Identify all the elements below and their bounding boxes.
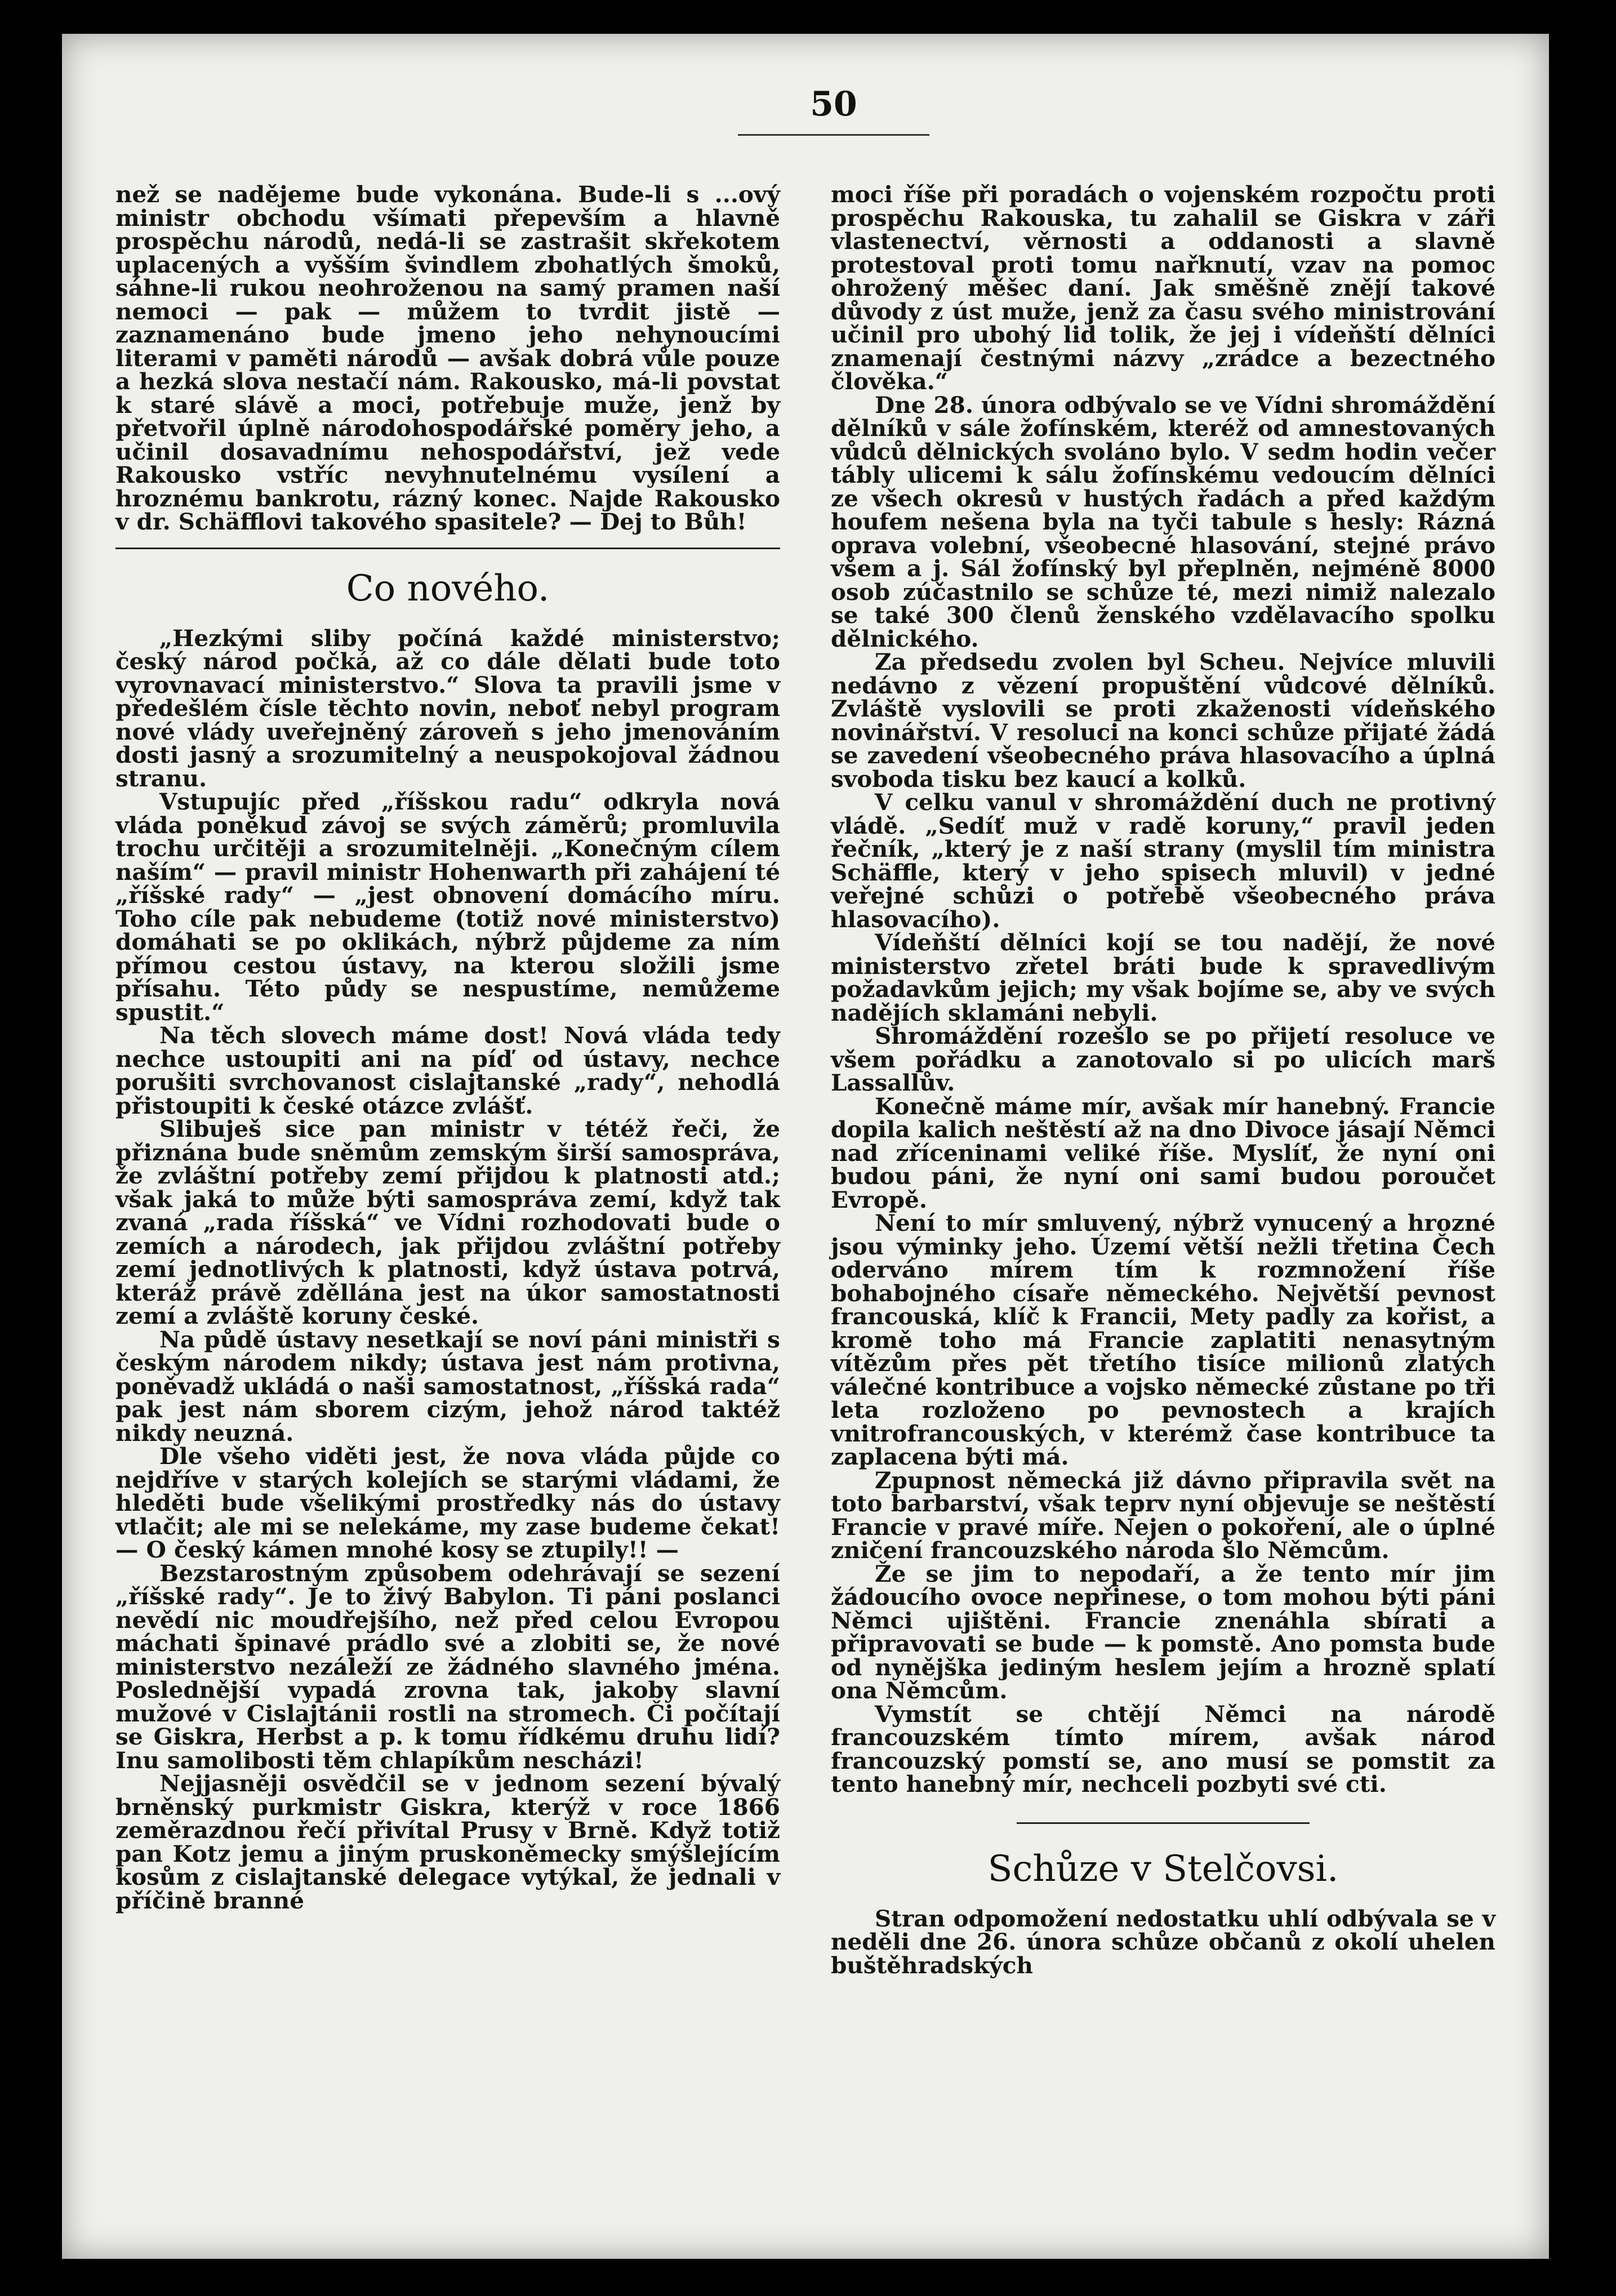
paragraph: Vstupujíc před „říšskou radu“ odkryla nová vláda poněkud závoj se svých záměrů; promluvila trochu určitěji a srozumitelněji. „Konečným cílem naším“ — pravil ministr Hohenwarth při zahájení té „říšské rady“ — „jest obnovení domácího míru. Toho cíle pak nebudeme (totiž nové ministerstvo) domáhati se po oklikách, nýbrž půjdeme za ním přímou cestou ústavy, na kterou složili jsme přísahu. Této půdy se nespustíme, nemůžeme spustit.“ (115, 788, 780, 1026)
paragraph: Nejjasněji osvědčil se v jednom sezení bývalý brněnský purkmistr Giskra, kterýž v roce 1866 zeměrazdnou řečí přivítal Prusy v Brně. Když totiž pan Kotz jemu a jiným pruskoněmecky smýšlejícím kosům z cislajtanské delegace vytýkal, že jednali v příčině branné (115, 1770, 780, 1914)
paragraph: Zpupnost německá již dávno připravila svět na toto barbarství, však teprv nyní objevuje se neštěstí Francie v pravé míře. Nejen o pokoření, ale o úplné zničení francouzského národa šlo Němcům. (831, 1466, 1495, 1564)
paragraph: „Hezkými sliby počíná každé ministerstvo; český národ počká, až co dále dělati bude toto vyrovnavací ministerstvo.“ Slova ta pravili jsme v předešlém čísle těchto novin, neboť nebyl program nové vlády uveřejněný zároveň s jeho jmenováním dosti jasný a srozumitelný a neuspokojoval žádnou stranu. (115, 624, 780, 792)
newspaper-page (62, 34, 1549, 2259)
paragraph: Konečně máme mír, avšak mír hanebný. Francie dopila kalich neštěstí až na dno Divoce jásají Němci nad zříceninami veliké říše. Myslíť, že nyní oni budou páni, že nyní oni sami budou poroučet Evropě. (831, 1092, 1495, 1213)
paragraph: Slibuješ sice pan ministr v tétéž řeči, že přiznána bude sněmům zemským širší samospráva, že zvláštní potřeby zemí přijdou k platnosti atd.; však jaká to může býti samospráva zemí, když tak zvaná „rada říšská“ ve Vídni rozhodovati bude o zemích a národech, jak přijdou zvláštní potřeby zemí jednotlivých k platnosti, když ústava potrvá, kteráž právě zděllána jest na úkor samostatnosti zemí a zvláště koruny české. (115, 1115, 780, 1329)
paragraph: Dle všeho viděti jest, že nova vláda půjde co nejdříve v starých kolejích se starými vládami, že hleděti bude všelikými prostředky nás do ústavy vtlačit; ale mi se nelekáme, my zase budeme čekat! — O český kámen mnohé kosy se ztupily!! — (115, 1443, 780, 1563)
section-title-co-noveho: Co nového. (346, 567, 550, 609)
paragraph: Shromáždění rozešlo se po přijetí resoluce ve všem pořádku a zanotovalo si po ulicích marš Lassallův. (831, 1022, 1495, 1096)
right-column (831, 183, 1495, 1977)
page-number: 50 (810, 84, 857, 124)
paragraph: Stran odpomožení nedostatku uhlí odbývala se v neděli dne 26. února schůze občanů z okolí uhelen buštěhradských (831, 1905, 1495, 1979)
paragraph: V celku vanul v shromáždění duch ne protivný vládě. „Sedíť muž v radě koruny,“ pravil jeden řečník, „který je z naší strany (myslil tím ministra Schäffle, který v jeho spisech mluvil) v jedné veřejné schůzi o potřebě všeobecného práva hlasovacího). (831, 789, 1495, 933)
paragraph: Že se jim to nepodaří, a že tento mír jim žádoucího ovoce nepřinese, o tom mohou býti páni Němci ujištěni. Francie znenáhla sbírati a připravovati se bude — k pomstě. Ano pomsta bude od nynějška jediným heslem jejím a hrozně splatí ona Němcům. (831, 1560, 1495, 1704)
paragraph: Dne 28. února odbývalo se ve Vídni shromáždění dělníků v sále žofínském, kteréž od amnestovaných vůdců dělnických svoláno bylo. V sedm hodin večer tábly ulicemi k sálu žofínskému vedoucím dělníci ze všech okresů v hustých řadách a před každým houfem nešena byla na tyči tabule s hesly: Rázná oprava volební, všeobecné hlasování, stejné právo všem a j. Sál žofínský byl přeplněn, nejméně 8000 osob zúčastnilo se schůze té, mezi nimiž nalezalo se také 300 členů ženského vzdělavacího spolku dělnického. (831, 391, 1495, 652)
paragraph: Není to mír smluvený, nýbrž vynucený a hrozné jsou výminky jeho. Území větší nežli třetina Čech oderváno mírem tím k rozmnožení říše bohabojného císaře německého. Největší pevnost francouská, klíč k Francii, Mety padly za kořist, a kromě toho má Francie zaplatiti nenasytným vítězům přes pět třetího tisíce milionů zlatých válečné kontribuce a vojsko německé zůstane po tři leta rozloženo po pevnostech a krajích vnitrofrancouských, v kterémž čase kontribuce ta zaplacena býti má. (831, 1209, 1495, 1470)
article-continuation: než se nadějeme bude vykonána. Bude-li s ...ový ministr obchodu všímati přepevším a hlavně prospěchu národů, nedá-li se zastrašit skřekotem uplacených a vyšším švindlem zbohatlých šmoků, sáhne-li rukou neohroženou na samý pramen naší nemoci — pak — můžem to tvrdit jistě — zaznamenáno bude jmeno jeho nehynoucími literami v paměti národů — avšak dobrá vůle pouze a hezká slova nestačí nám. Rakousko, má-li povstat k staré slávě a moci, potřebuje muže, jenž by přetvořil úplně národohospodářské poměry jeho, a učinil dosavadnímu nehospodářství, jež vede Rakousko vstříc nevyhnutelnému vysílení a hroznému bankrotu, rázný konec. Najde Rakousko v dr. Schäfflovi takového spasitele? — Dej to Bůh! (115, 181, 780, 535)
header-rule (738, 134, 929, 136)
paragraph: Vymstít se chtějí Němci na národě francouzském tímto mírem, avšak národ francouzský pomstí se, ano musí se pomstit za tento hanebný mír, nechceli pozbyti své cti. (831, 1700, 1495, 1797)
paragraph: Bezstarostným způsobem odehrávají se sezení „říšské rady“. Je to živý Babylon. Ti páni poslanci nevědí nic moudřejšího, než před celou Evropou máchati špinavé prádlo své a zlobiti se, že nové ministerstvo nezáleží ze žádného slavného jména. Poslednější vypadá zrovna tak, jakoby slavní mužové v Cislajtánii rostli na stromech. Či počítají se Giskra, Herbst a p. k tomu řídkému druhu lidí? Inu samolibosti těm chlapíkům nescházi! (115, 1559, 780, 1774)
paragraph: Za předsedu zvolen byl Scheu. Nejvíce mluvili nedávno z vězení propuštění vůdcové dělníků. Zvláště vyslovili se proti zkaženosti vídeňského novinářství. V resoluci na konci schůze přijaté žádá se zavedení všeobecného práva hlasovacího a úplná svoboda tisku bez kaucí a kolků. (831, 648, 1495, 793)
paragraph: Na těch slovech máme dost! Nová vláda tedy nechce ustoupiti ani na píď od ústavy, nechce porušiti svrchovanost cislajtanské „rady“, nehodlá přistoupiti k české otázce zvlášť. (115, 1022, 780, 1119)
section-divider (1017, 1822, 1310, 1824)
paragraph: Na půdě ústavy nesetkají se noví páni ministři s českým národem nikdy; ústava jest nám protivna, poněvadž ukládá o naši samostatnost, „říšská rada“ pak jest nám sborem cizým, jehož národ taktéž nikdy neuzná. (115, 1325, 780, 1447)
paragraph-continuation: moci říše při poradách o vojenském rozpočtu proti prospěchu Rakouska, tu zahalil se Giskra v záři vlastenectví, věrnosti a oddanosti a slavně protestoval proti tomu nařknutí, vzav na pomoc ohrožený měšec daní. Jak směšně znějí takové důvody z úst muže, jenž za času svého ministrování učinil pro ubohý lid tolik, že jej i vídeňští dělníci znamenají čestnými názvy „zrádce a bezectného člověka.“ (831, 181, 1495, 395)
section-title-schuze: Schůze v Stelčovsi. (987, 1848, 1339, 1890)
paragraph: Vídeňští dělníci kojí se tou nadějí, že nové ministerstvo zřetel bráti bude k spravedlivým požadavkům jejich; my však bojíme se, aby ve svých nadějích sklamáni nebyli. (831, 929, 1495, 1026)
section-divider (115, 548, 780, 549)
left-column (115, 183, 780, 1912)
